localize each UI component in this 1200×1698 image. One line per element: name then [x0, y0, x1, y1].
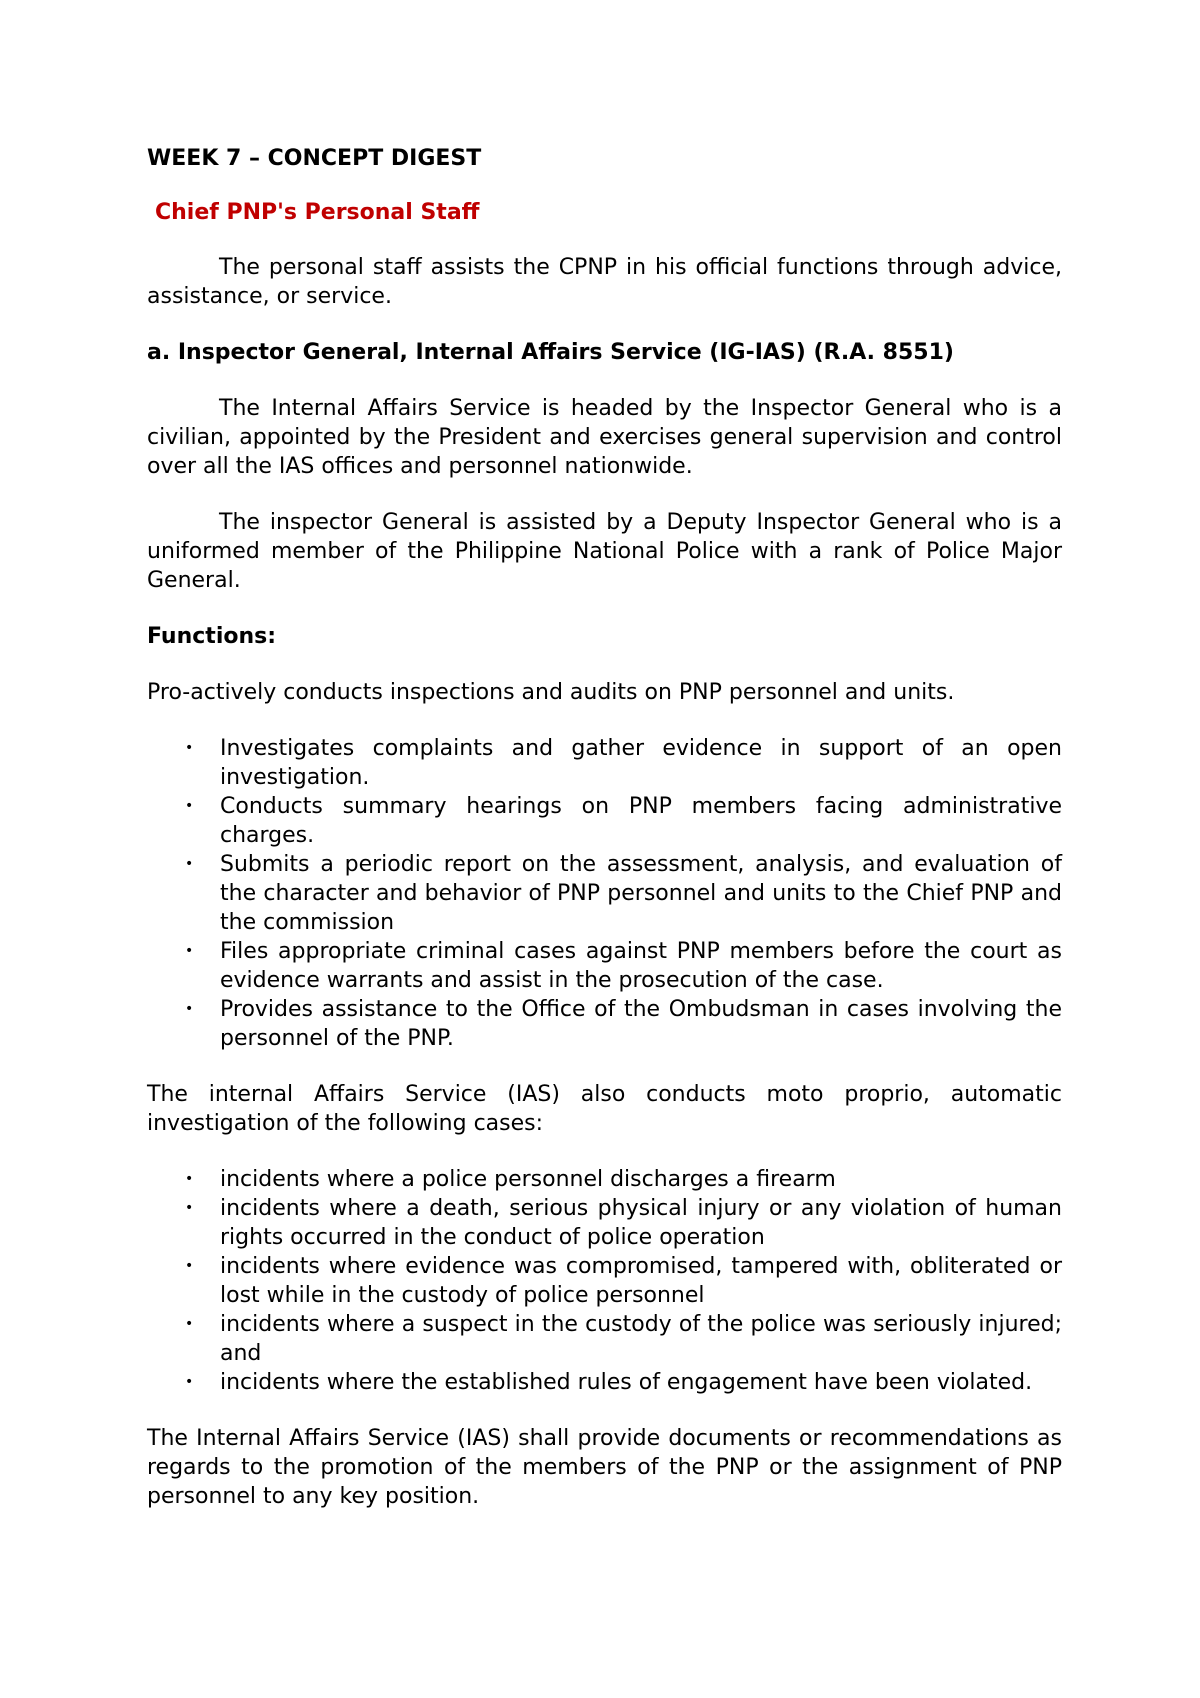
list-item-text: Submits a periodic report on the assessment, analysis, and evaluation of the character and behavior of PNP personnel and units to the Chief PNP and the commission — [220, 852, 1062, 935]
list-item-text: incidents where a police personnel discharges a firearm — [220, 1167, 836, 1192]
list-item — [147, 1165, 1062, 1194]
functions-heading: Functions: — [147, 624, 277, 649]
list-item-text: Provides assistance to the Office of the Ombudsman in cases involving the personnel of the PNP. — [220, 997, 1062, 1051]
bullet-icon: • — [185, 943, 194, 959]
bullet-icon: • — [185, 1258, 194, 1274]
list-item-text: incidents where a suspect in the custody of the police was seriously injured; and — [220, 1312, 1062, 1366]
bullet-icon: • — [185, 856, 194, 872]
cases-list — [147, 1165, 1062, 1397]
section-title: Chief PNP's Personal Staff — [155, 200, 480, 225]
list-item-text: Files appropriate criminal cases against PNP members before the court as evidence warrants and assist in the prosecution of the case. — [220, 939, 1062, 993]
intro-paragraph: The personal staff assists the CPNP in his official functions through advice, assistance, or service. — [147, 255, 1062, 309]
list-item-text: incidents where evidence was compromised, tampered with, obliterated or lost while in the custody of police personnel — [220, 1254, 1062, 1308]
list-item — [147, 850, 1062, 937]
list-item — [147, 995, 1062, 1053]
functions-intro: Pro-actively conducts inspections and audits on PNP personnel and units. — [147, 680, 955, 705]
bullet-icon: • — [185, 1200, 194, 1216]
list-item — [147, 1310, 1062, 1368]
bullet-icon: • — [185, 798, 194, 814]
functions-list — [147, 734, 1062, 1053]
list-item — [147, 1368, 1062, 1397]
document-title: WEEK 7 – CONCEPT DIGEST — [147, 146, 482, 171]
bullet-icon: • — [185, 1316, 194, 1332]
subsection-heading: a. Inspector General, Internal Affairs Service (IG-IAS) (R.A. 8551) — [147, 340, 954, 365]
list-item — [147, 792, 1062, 850]
list-item-text: incidents where a death, serious physical injury or any violation of human rights occurred in the conduct of police operation — [220, 1196, 1062, 1250]
list-item-text: Investigates complaints and gather evidence in support of an open investigation. — [220, 736, 1062, 790]
list-item — [147, 1252, 1062, 1310]
list-item — [147, 1194, 1062, 1252]
list-item — [147, 937, 1062, 995]
motu-proprio-intro: The internal Affairs Service (IAS) also conducts moto proprio, automatic investigation of the following cases: — [147, 1082, 1062, 1136]
ias-head-paragraph: The Internal Affairs Service is headed by the Inspector General who is a civilian, appointed by the President and exercises general supervision and control over all the IAS offices and personnel nationwide. — [147, 396, 1062, 479]
list-item — [147, 734, 1062, 792]
list-item-text: incidents where the established rules of engagement have been violated. — [220, 1370, 1033, 1395]
deputy-paragraph: The inspector General is assisted by a Deputy Inspector General who is a uniformed member of the Philippine National Police with a rank of Police Major General. — [147, 510, 1062, 593]
bullet-icon: • — [185, 1374, 194, 1390]
bullet-icon: • — [185, 1171, 194, 1187]
bullet-icon: • — [185, 1001, 194, 1017]
bullet-icon: • — [185, 740, 194, 756]
list-item-text: Conducts summary hearings on PNP members facing administrative charges. — [220, 794, 1062, 848]
closing-paragraph: The Internal Affairs Service (IAS) shall provide documents or recommendations as regards to the promotion of the members of the PNP or the assignment of PNP personnel to any key position. — [147, 1426, 1062, 1509]
